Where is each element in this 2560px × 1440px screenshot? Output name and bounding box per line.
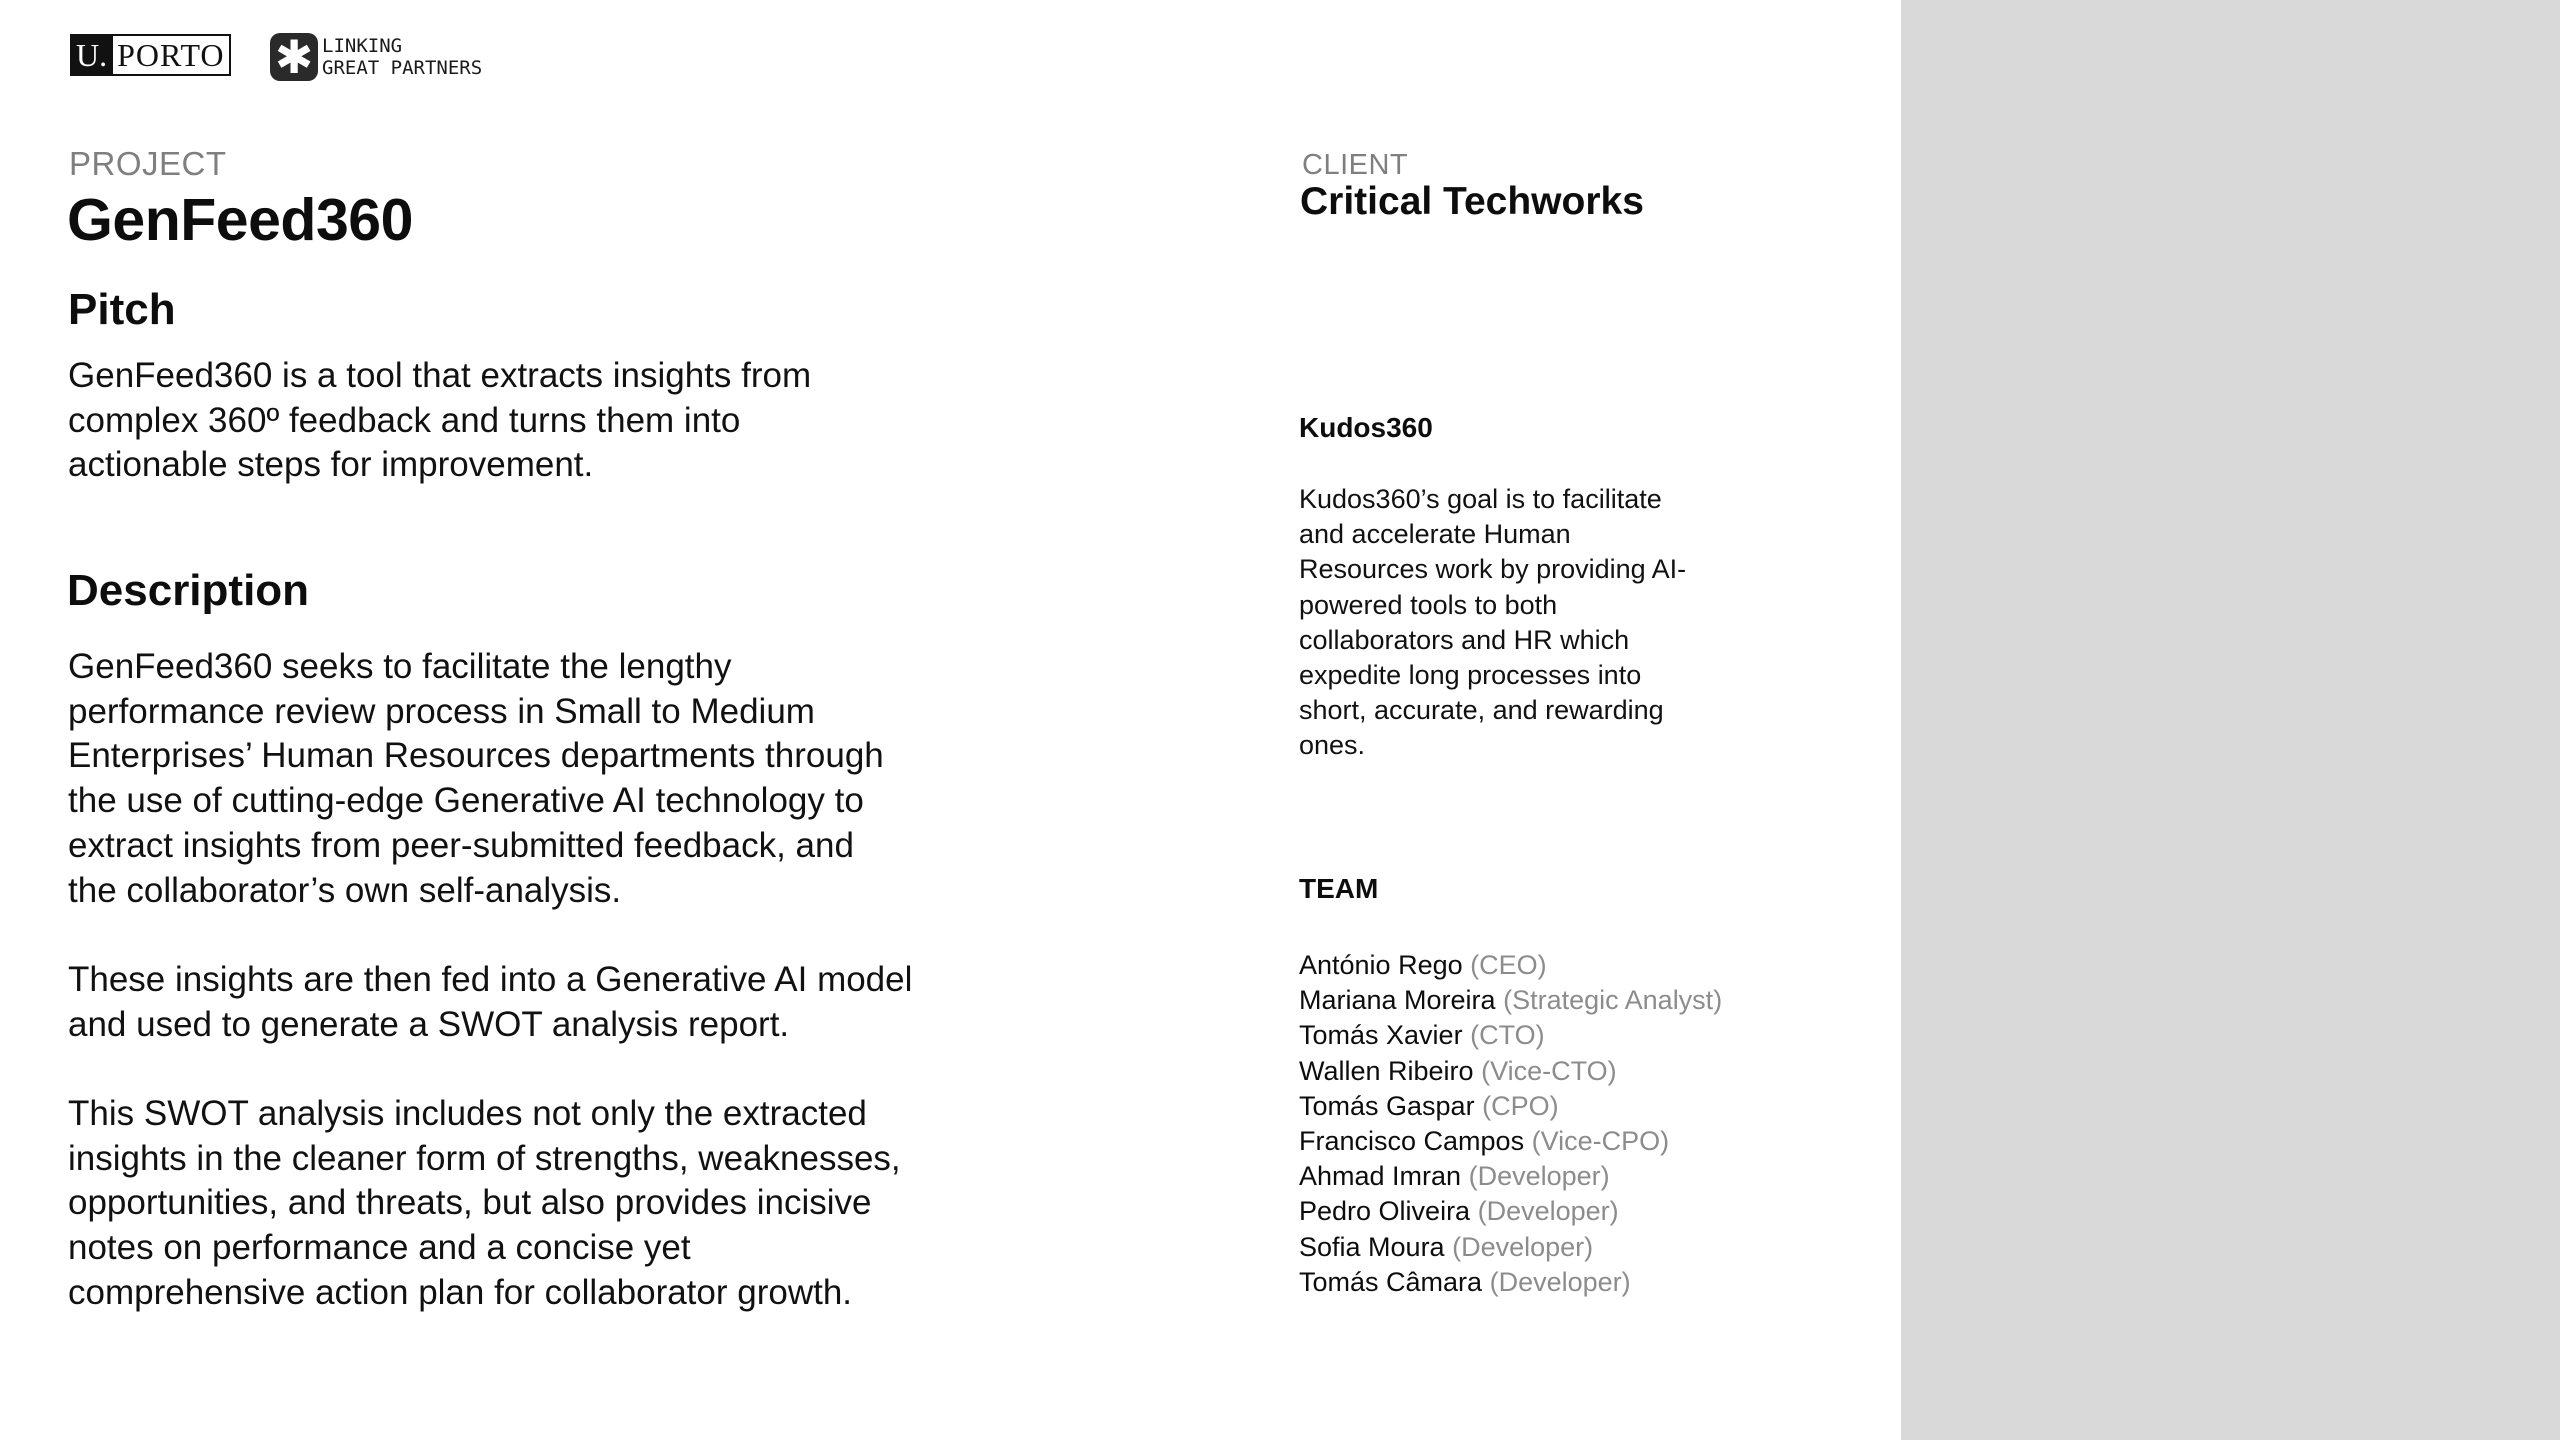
pitch-line: GenFeed360 is a tool that extracts insights from <box>68 356 812 395</box>
team-member <box>1299 948 1722 983</box>
description-line: opportunities, and threats, but also provides incisive <box>68 1183 872 1223</box>
kudos-line: and accelerate Human <box>1299 519 1571 550</box>
lgp-logo-text <box>322 35 482 79</box>
member-role: (Vice-CTO) <box>1481 1055 1617 1086</box>
uporto-logo-porto: PORTO <box>117 37 225 73</box>
client-label: CLIENT <box>1302 149 1409 181</box>
team-member <box>1299 1054 1722 1089</box>
description-paragraph-1 <box>68 645 968 913</box>
kudos-line: short, accurate, and rewarding <box>1299 695 1664 726</box>
member-role: (CPO) <box>1482 1090 1559 1121</box>
lgp-line-2: GREAT PARTNERS <box>322 57 483 79</box>
description-line: These insights are then fed into a Generative AI model <box>68 960 913 999</box>
uporto-logo <box>70 34 231 76</box>
member-name: Mariana Moreira <box>1299 985 1496 1016</box>
lgp-line-1: LINKING <box>322 35 403 57</box>
member-name: Sofia Moura <box>1299 1231 1445 1262</box>
member-name: Tomás Câmara <box>1299 1266 1483 1297</box>
member-role: (Developer) <box>1477 1196 1619 1227</box>
member-name: António Rego <box>1299 950 1463 980</box>
member-role: (Developer) <box>1468 1161 1610 1192</box>
pitch-line: actionable steps for improvement. <box>68 445 594 485</box>
team-member <box>1299 1265 1722 1300</box>
description-line: the collaborator’s own self-analysis. <box>68 870 622 910</box>
description-line: insights in the cleaner form of strengths, weaknesses, <box>68 1138 901 1178</box>
team-title: TEAM <box>1299 873 1379 904</box>
kudos-line: collaborators and HR which <box>1299 624 1630 655</box>
description-line: and used to generate a SWOT analysis report. <box>68 1004 790 1044</box>
team-member <box>1299 1089 1722 1124</box>
description-line: notes on performance and a concise yet <box>68 1228 691 1268</box>
pitch-heading: Pitch <box>68 285 176 334</box>
client-name: Critical Techworks <box>1300 180 1644 223</box>
description-paragraph-2 <box>68 958 968 1047</box>
description-line: This SWOT analysis includes not only the extracted <box>68 1094 867 1133</box>
member-role: (Strategic Analyst) <box>1503 985 1723 1016</box>
description-line: Enterprises’ Human Resources departments through <box>68 736 884 776</box>
kudos-line: Kudos360’s goal is to facilitate <box>1299 484 1662 514</box>
team-member <box>1299 1018 1722 1053</box>
kudos-description <box>1299 482 1686 764</box>
team-member <box>1299 983 1722 1018</box>
member-role: (CTO) <box>1470 1020 1545 1051</box>
pitch-line: complex 360º feedback and turns them into <box>68 400 741 440</box>
description-paragraph-3 <box>68 1092 968 1316</box>
lgp-logo <box>270 30 483 84</box>
member-role: (CEO) <box>1470 950 1547 980</box>
kudos-line: ones. <box>1299 730 1366 761</box>
project-label: PROJECT <box>69 145 227 182</box>
member-name: Francisco Campos <box>1299 1126 1525 1157</box>
team-member <box>1299 1230 1722 1265</box>
member-name: Tomás Xavier <box>1299 1020 1463 1051</box>
kudos-line: Resources work by providing AI- <box>1299 554 1687 585</box>
kudos-line: expedite long processes into <box>1299 660 1642 691</box>
pitch-text <box>68 354 968 488</box>
member-role: (Developer) <box>1489 1266 1631 1297</box>
team-member <box>1299 1159 1722 1194</box>
team-member <box>1299 1194 1722 1229</box>
member-name: Pedro Oliveira <box>1299 1196 1471 1227</box>
team-member <box>1299 1124 1722 1159</box>
description-heading: Description <box>67 566 310 615</box>
description-line: extract insights from peer-submitted feedback, and <box>68 825 854 865</box>
member-name: Ahmad Imran <box>1299 1161 1462 1192</box>
uporto-logo-u: U. <box>72 36 113 74</box>
right-gray-panel <box>1901 0 2560 1440</box>
asterisk-icon: ✱ <box>270 33 318 81</box>
description-line: the use of cutting-edge Generative AI technology to <box>68 781 864 821</box>
member-role: (Vice-CPO) <box>1531 1126 1670 1157</box>
member-name: Wallen Ribeiro <box>1299 1055 1474 1086</box>
member-role: (Developer) <box>1452 1231 1594 1262</box>
member-name: Tomás Gaspar <box>1299 1090 1475 1121</box>
description-line: comprehensive action plan for collaborator growth. <box>68 1272 853 1312</box>
team-list <box>1299 948 1722 1300</box>
kudos-line: powered tools to both <box>1299 589 1558 620</box>
kudos-title: Kudos360 <box>1299 412 1433 443</box>
project-title: GenFeed360 <box>67 187 413 253</box>
description-line: performance review process in Small to Medium <box>68 691 815 731</box>
description-line: GenFeed360 seeks to facilitate the lengthy <box>68 647 732 686</box>
